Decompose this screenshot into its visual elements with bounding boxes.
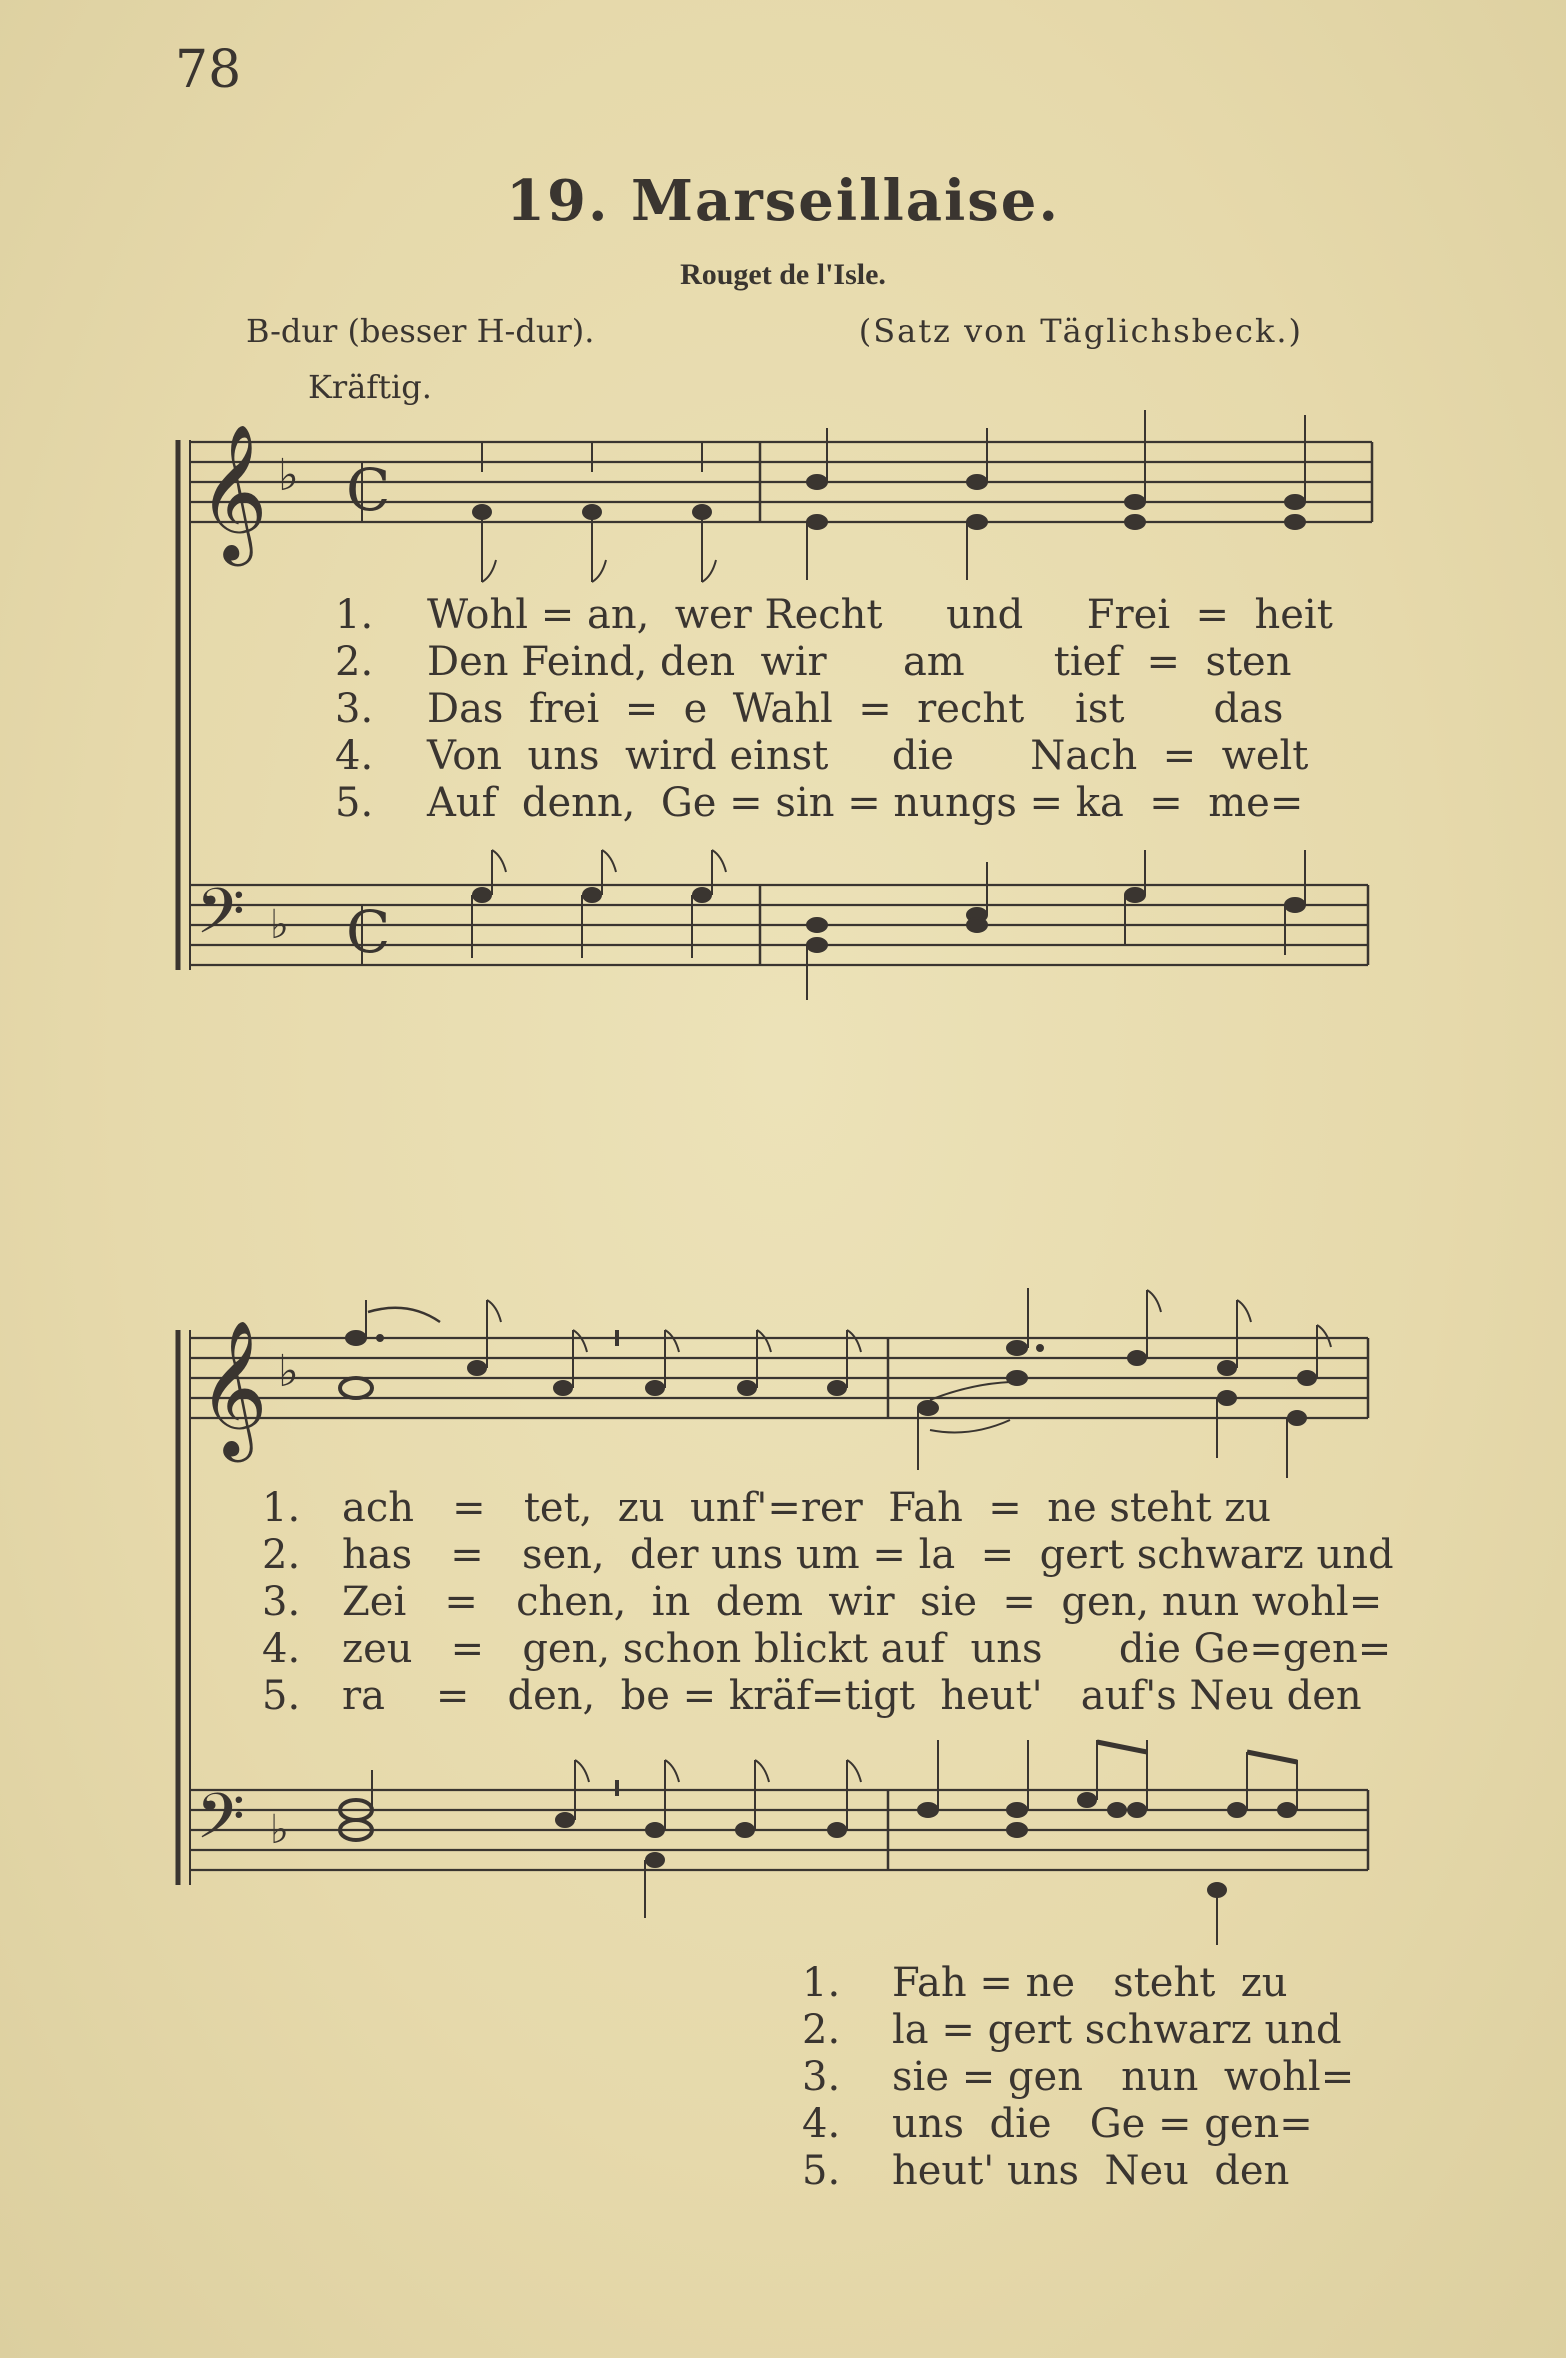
- bass-clef-icon: 𝄢: [196, 1779, 245, 1868]
- treble-notes-1: [473, 410, 1305, 582]
- lyric-line: 5. heut' uns Neu den: [802, 2148, 1290, 2194]
- treble-clef-icon: 𝄞: [198, 1318, 268, 1456]
- lyric-line: 2. la = gert schwarz und: [802, 2007, 1342, 2053]
- treble-clef-icon: 𝄞: [198, 422, 268, 560]
- flat-icon: ♭: [278, 1346, 299, 1397]
- bass-clef-icon: 𝄢: [196, 874, 245, 963]
- flat-icon: ♭: [270, 902, 289, 948]
- lyric-line: 3. Das frei = e Wahl = recht ist das: [335, 686, 1284, 732]
- lyric-line: 2. Den Feind, den wir am tief = sten: [335, 639, 1292, 685]
- lyrics-block-2: [262, 1485, 1394, 1720]
- lyrics-block-3: [802, 1960, 1354, 2195]
- lyric-line: 3. Zei = chen, in dem wir sie = gen, nun wohl=: [262, 1579, 1383, 1625]
- lyrics-block-1: [335, 592, 1333, 827]
- page-number: 78: [175, 40, 242, 100]
- lyric-line: 3. sie = gen nun wohl=: [802, 2054, 1355, 2100]
- lyric-line: 1. ach = tet, zu unf'=rer Fah = ne steht zu: [262, 1485, 1272, 1531]
- treble-notes-2: [340, 1288, 1331, 1478]
- tempo-marking: Kräftig.: [308, 368, 432, 406]
- flat-icon: ♭: [270, 1807, 289, 1853]
- bass-notes-2: [340, 1740, 1297, 1945]
- lyric-line: 5. Auf denn, Ge = sin = nungs = ka = me=: [335, 780, 1304, 826]
- composer: Rouget de l'Isle.: [680, 258, 886, 291]
- common-time-icon: C: [346, 898, 391, 966]
- lyric-line: 2. has = sen, der uns um = la = gert schwarz und: [262, 1532, 1394, 1578]
- flat-icon: ♭: [278, 450, 299, 501]
- setting-info: (Satz von Täglichsbeck.): [858, 312, 1303, 350]
- lyric-line: 4. zeu = gen, schon blickt auf uns die Ge=gen=: [262, 1626, 1392, 1672]
- lyric-line: 1. Wohl = an, wer Recht und Frei = heit: [335, 592, 1333, 638]
- lyric-line: 5. ra = den, be = kräf=tigt heut' auf's Neu den: [262, 1673, 1362, 1719]
- common-time-icon: C: [346, 456, 391, 524]
- key-info: B-dur (besser H-dur).: [246, 312, 595, 350]
- lyric-line: 1. Fah = ne steht zu: [802, 1960, 1288, 2006]
- treble-staff-2: [190, 1338, 1368, 1418]
- lyric-line: 4. uns die Ge = gen=: [802, 2101, 1313, 2147]
- song-title: 19. Marseillaise.: [506, 168, 1060, 234]
- lyric-line: 4. Von uns wird einst die Nach = welt: [335, 733, 1309, 779]
